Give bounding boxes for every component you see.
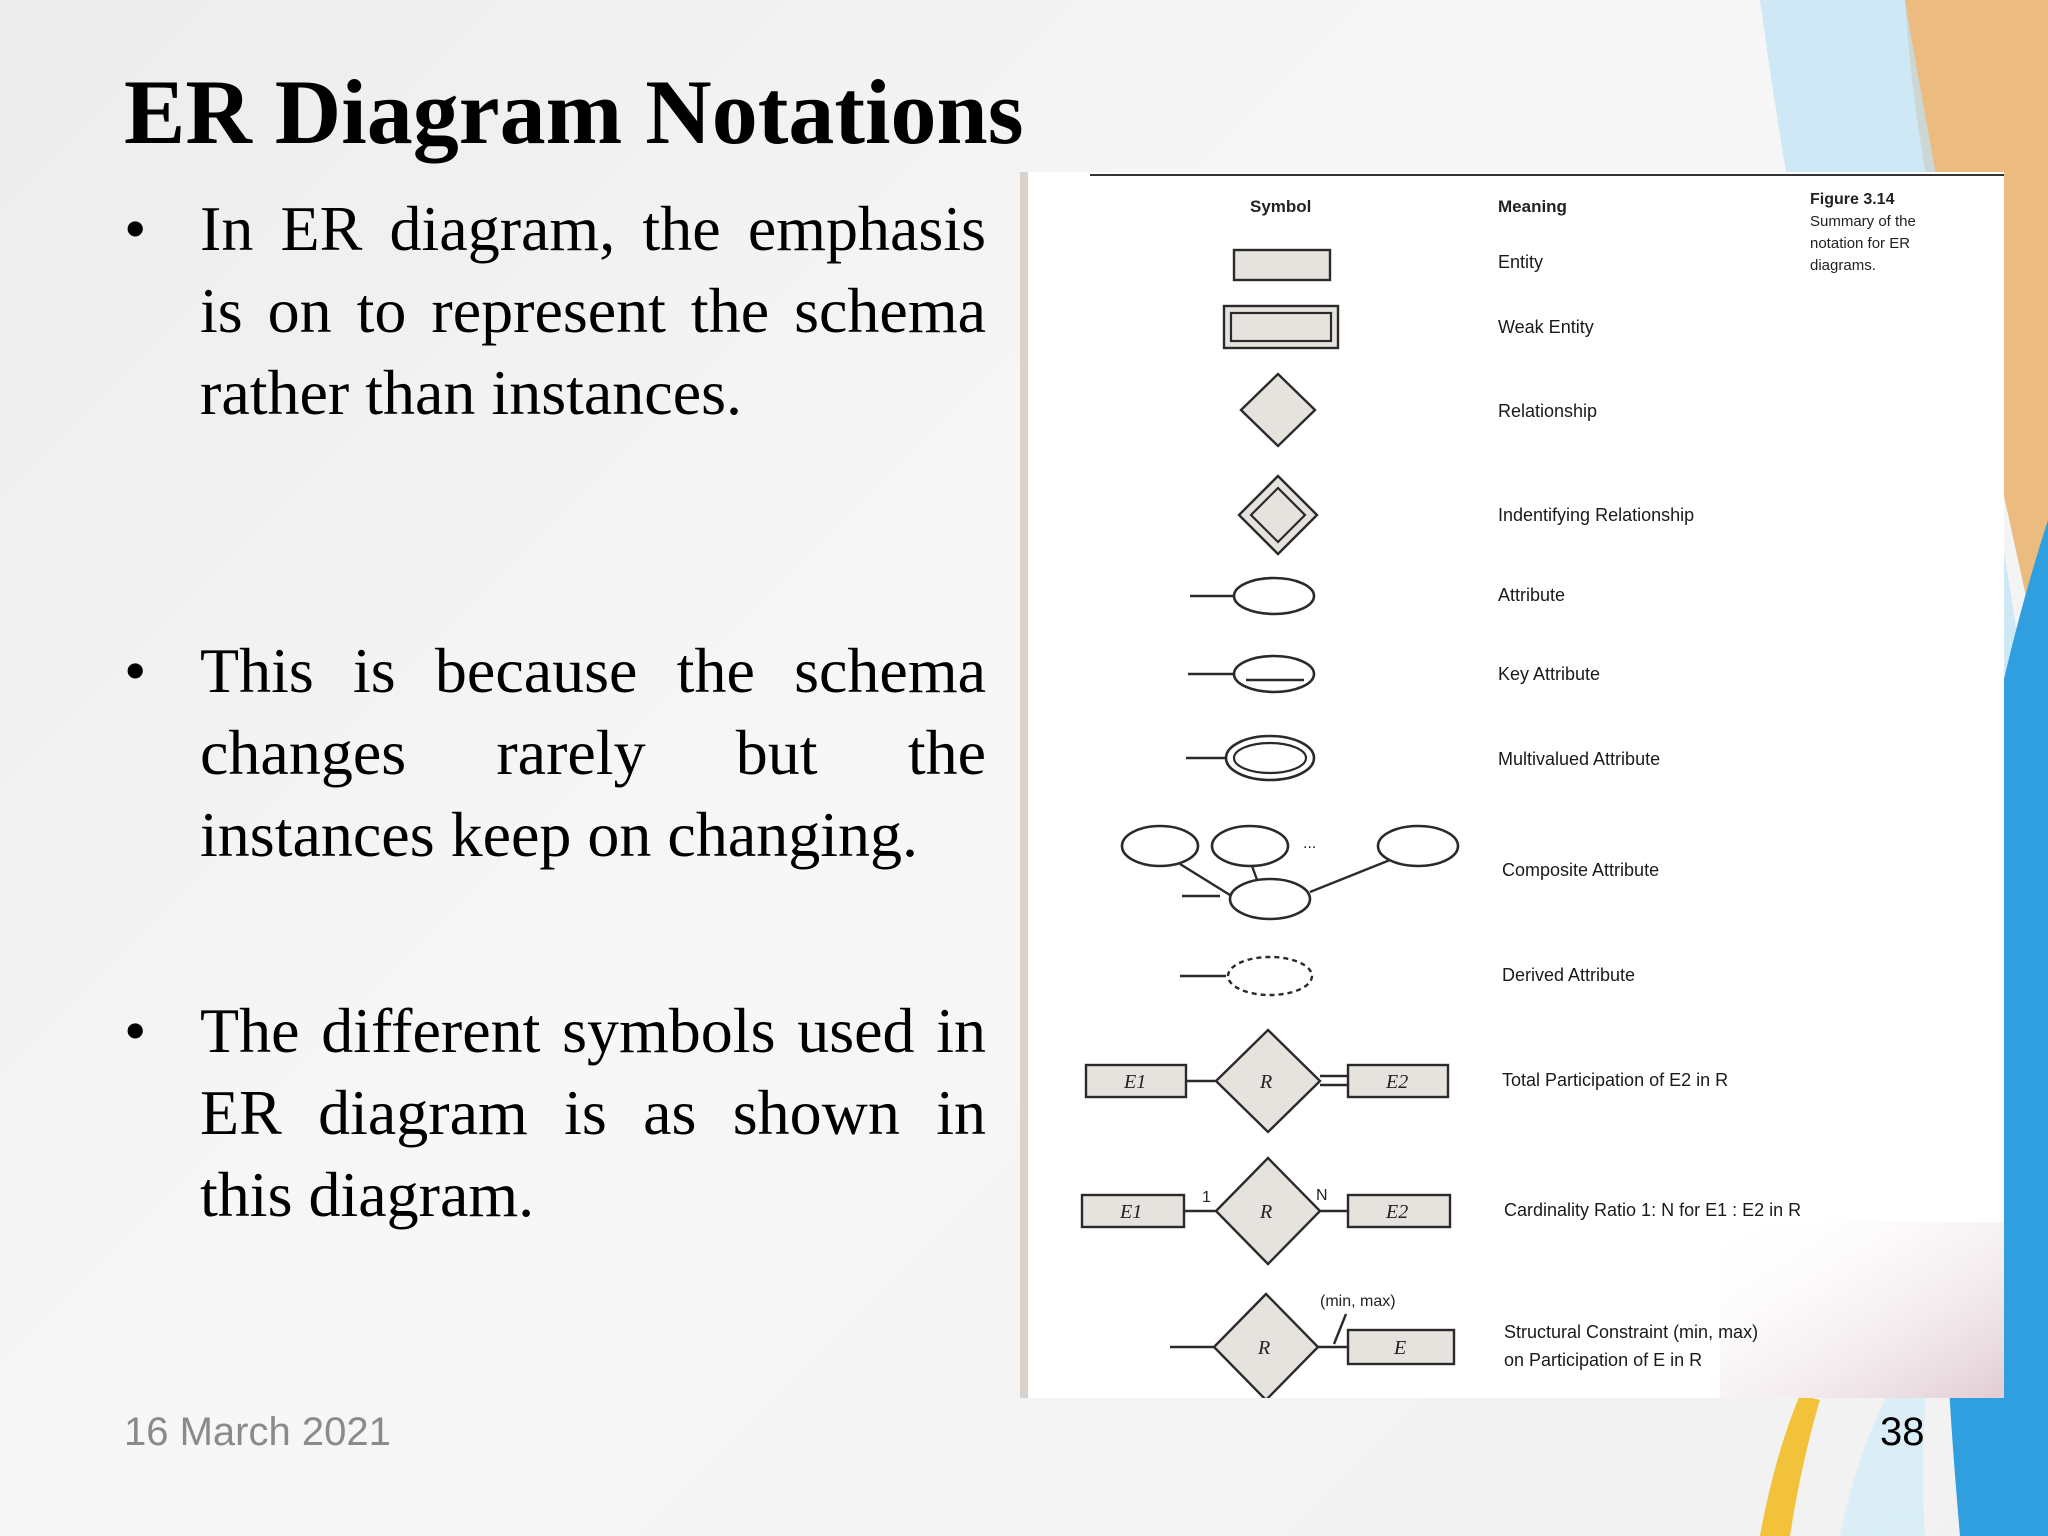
bullet-item bbox=[124, 630, 986, 876]
cr-label-r: R bbox=[1260, 1201, 1273, 1223]
attribute-symbol bbox=[1234, 578, 1314, 614]
sc-label-e: E bbox=[1394, 1337, 1407, 1359]
meaning-multivalued-attribute: Multivalued Attribute bbox=[1498, 749, 1661, 769]
tp-label-e1: E1 bbox=[1124, 1071, 1147, 1093]
key-attribute-symbol bbox=[1234, 656, 1314, 692]
figure-caption-line: Summary of the bbox=[1810, 213, 1916, 230]
meaning-key-attribute: Key Attribute bbox=[1498, 664, 1601, 684]
meaning-derived-attribute: Derived Attribute bbox=[1502, 965, 1636, 985]
meaning-structural-constraint: Structural Constraint (min, max) bbox=[1504, 1322, 1759, 1342]
cr-label-e2: E2 bbox=[1386, 1201, 1409, 1223]
tp-label-r: R bbox=[1260, 1071, 1273, 1093]
tp-label-e2: E2 bbox=[1386, 1071, 1409, 1093]
composite-part-2 bbox=[1212, 826, 1288, 866]
figure-caption-line: diagrams. bbox=[1810, 257, 1876, 274]
figure-stain bbox=[1720, 1222, 2004, 1398]
bullet-marker: • bbox=[124, 995, 147, 1066]
meaning-weak-entity: Weak Entity bbox=[1498, 317, 1594, 337]
figure-caption-title: Figure 3.14 bbox=[1810, 191, 1895, 208]
slide-title: ER Diagram Notations bbox=[124, 61, 1024, 163]
meaning-relationship: Relationship bbox=[1498, 401, 1598, 421]
bullet-text: The different symbols used in ER diagram is as shown in this diagram. bbox=[200, 995, 986, 1230]
meaning-entity: Entity bbox=[1498, 252, 1544, 272]
bullet-text: This is because the schema changes rarely but the instances keep on changing. bbox=[200, 635, 986, 870]
meaning-structural-constraint: on Participation of E in R bbox=[1504, 1350, 1703, 1370]
header-meaning: Meaning bbox=[1498, 197, 1567, 216]
cr-label-n: N bbox=[1316, 1187, 1328, 1204]
bullet-text: In ER diagram, the emphasis is on to represent the schema rather than instances. bbox=[200, 193, 986, 428]
figure-caption-line: notation for ER bbox=[1810, 235, 1911, 252]
bullet-item bbox=[124, 990, 986, 1236]
header-symbol: Symbol bbox=[1250, 197, 1312, 216]
entity-symbol bbox=[1234, 250, 1330, 280]
composite-ellipsis: ... bbox=[1303, 835, 1317, 852]
bullet-marker: • bbox=[124, 635, 147, 706]
footer-date: 16 March 2021 bbox=[124, 1410, 391, 1454]
meaning-attribute: Attribute bbox=[1498, 585, 1566, 605]
meaning-composite-attribute: Composite Attribute bbox=[1502, 860, 1660, 880]
bullet-marker: • bbox=[124, 193, 147, 264]
page-number: 38 bbox=[1880, 1410, 1925, 1454]
composite-part-1 bbox=[1122, 826, 1198, 866]
cr-label-one: 1 bbox=[1202, 1189, 1211, 1206]
composite-attribute-symbol bbox=[1230, 879, 1310, 919]
meaning-cardinality-ratio: Cardinality Ratio 1: N for E1 : E2 in R bbox=[1504, 1200, 1802, 1220]
meaning-identifying-relationship: Indentifying Relationship bbox=[1498, 505, 1695, 525]
bullet-item bbox=[124, 188, 986, 434]
er-notation-figure bbox=[1020, 172, 2004, 1398]
figure-left-shadow bbox=[1020, 172, 1028, 1398]
cr-label-e1: E1 bbox=[1120, 1201, 1143, 1223]
er-notation-figure-svg bbox=[1020, 172, 2004, 1398]
sc-label-r: R bbox=[1258, 1337, 1271, 1359]
sc-label-min-max: (min, max) bbox=[1320, 1293, 1396, 1310]
derived-attribute-symbol bbox=[1228, 957, 1312, 995]
meaning-total-participation: Total Participation of E2 in R bbox=[1502, 1070, 1729, 1090]
deco-yellow-arc bbox=[1760, 1395, 1820, 1536]
